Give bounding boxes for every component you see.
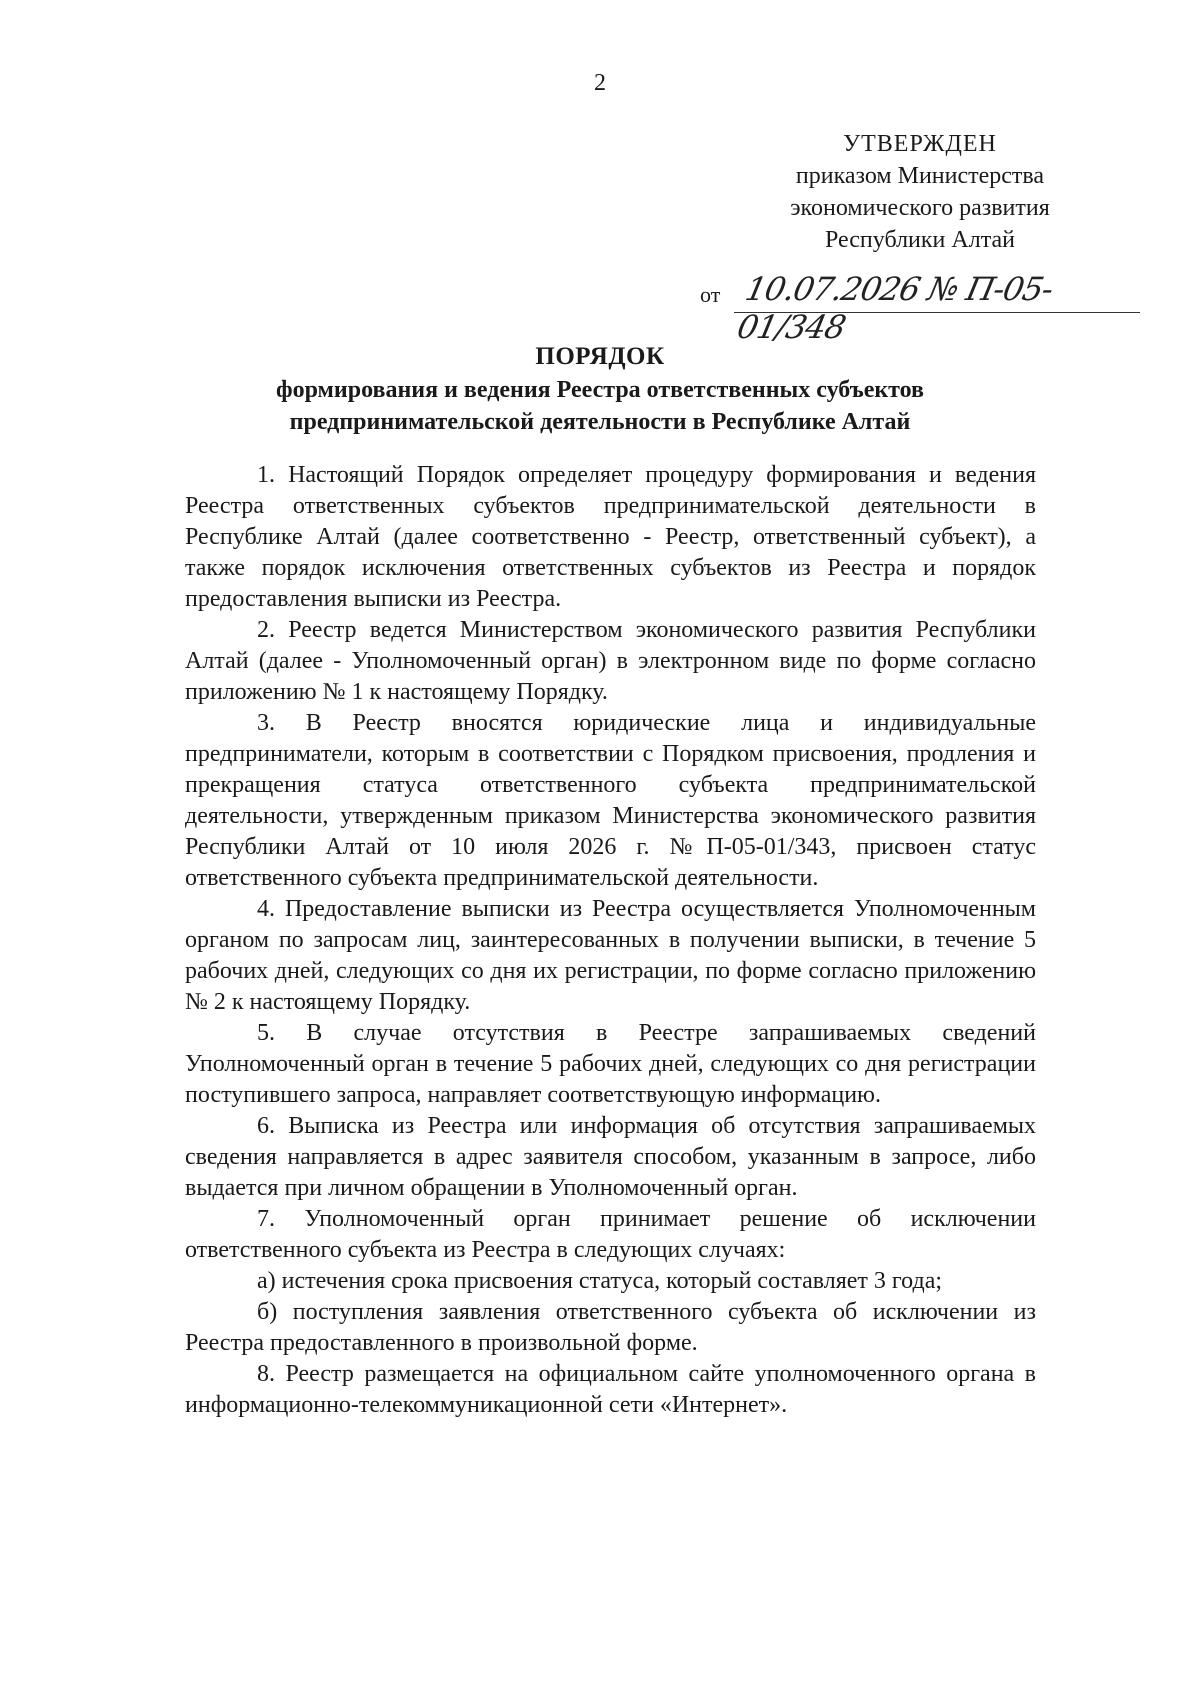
paragraph-7a: а) истечения срока присвоения статуса, который составляет 3 года;: [257, 1268, 943, 1294]
page-number: 2: [594, 70, 606, 96]
title-line-1: формирования и ведения Реестра ответственных субъектов: [275, 377, 925, 403]
approval-block: [770, 128, 1070, 256]
paragraph-4: 4. Предоставление выписки из Реестра осуществляется Уполномоченным органом по запросам лиц, заинтересованных в получении выписки, в течение 5 рабочих дней, следующих со дня их регистрации, по форме согласно приложению № 2 к настоящему Порядку.: [185, 896, 1036, 1015]
paragraph-2: 2. Реестр ведется Министерством экономического развития Республики Алтай (далее - Уполномоченный орган) в электронном виде по форме согласно приложению № 1 к настоящему Порядку.: [185, 617, 1036, 705]
paragraph-6: 6. Выписка из Реестра или информация об отсутствия запрашиваемых сведения направляется в адрес заявителя способом, указанным в запросе, либо выдается при личном обращении в Уполномоченный орган.: [185, 1113, 1036, 1201]
document-title: [160, 340, 1040, 438]
handwritten-order-number: 10.07.2026 № П-05-01/348: [733, 270, 1057, 346]
approval-heading: УТВЕРЖДЕН: [843, 131, 997, 157]
paragraph-8: 8. Реестр размещается на официальном сайте уполномоченного органа в информационно-телекоммуникационной сети «Интернет».: [185, 1361, 1036, 1418]
paragraph-3: 3. В Реестр вносятся юридические лица и индивидуальные предприниматели, которым в соответствии с Порядком присвоения, продления и прекращения статуса ответственного субъекта предпринимательской деятельности, утвержденным приказом Министерства экономического развития Республики Алтай от 10 июля 2026 г. №П-05-01/343, присвоен статус ответственного субъекта предпринимательской деятельности.: [185, 710, 1036, 891]
order-prefix: от: [700, 282, 721, 307]
paragraph-5: 5. В случае отсутствия в Реестре запрашиваемых сведений Уполномоченный орган в течение 5 рабочих дней, следующих со дня регистрации поступившего запроса, направляет соответствующую информацию.: [185, 1020, 1036, 1108]
approval-line-2: экономического развития: [790, 195, 1050, 221]
paragraph-1: 1. Настоящий Порядок определяет процедуру формирования и ведения Реестра ответственных субъектов предпринимательской деятельности в Республике Алтай (далее соответственно - Реестр, ответственный субъект), а также порядок исключения ответственных субъектов из Реестра и порядок предоставления выписки из Реестра.: [185, 462, 1036, 612]
title-line-2: предпринимательской деятельности в Республике Алтай: [289, 409, 911, 435]
order-date-line: [700, 270, 1140, 346]
paragraph-7b: б) поступления заявления ответственного субъекта об исключении из Реестра предоставленного в произвольной форме.: [185, 1299, 1036, 1356]
approval-line-1: приказом Министерства: [795, 163, 1045, 189]
paragraph-7: 7. Уполномоченный орган принимает решение об исключении ответственного субъекта из Реестра в следующих случаях:: [185, 1206, 1036, 1263]
approval-line-3: Республики Алтай: [825, 227, 1015, 253]
document-body: [185, 460, 1036, 1421]
title-main: ПОРЯДОК: [535, 343, 665, 370]
